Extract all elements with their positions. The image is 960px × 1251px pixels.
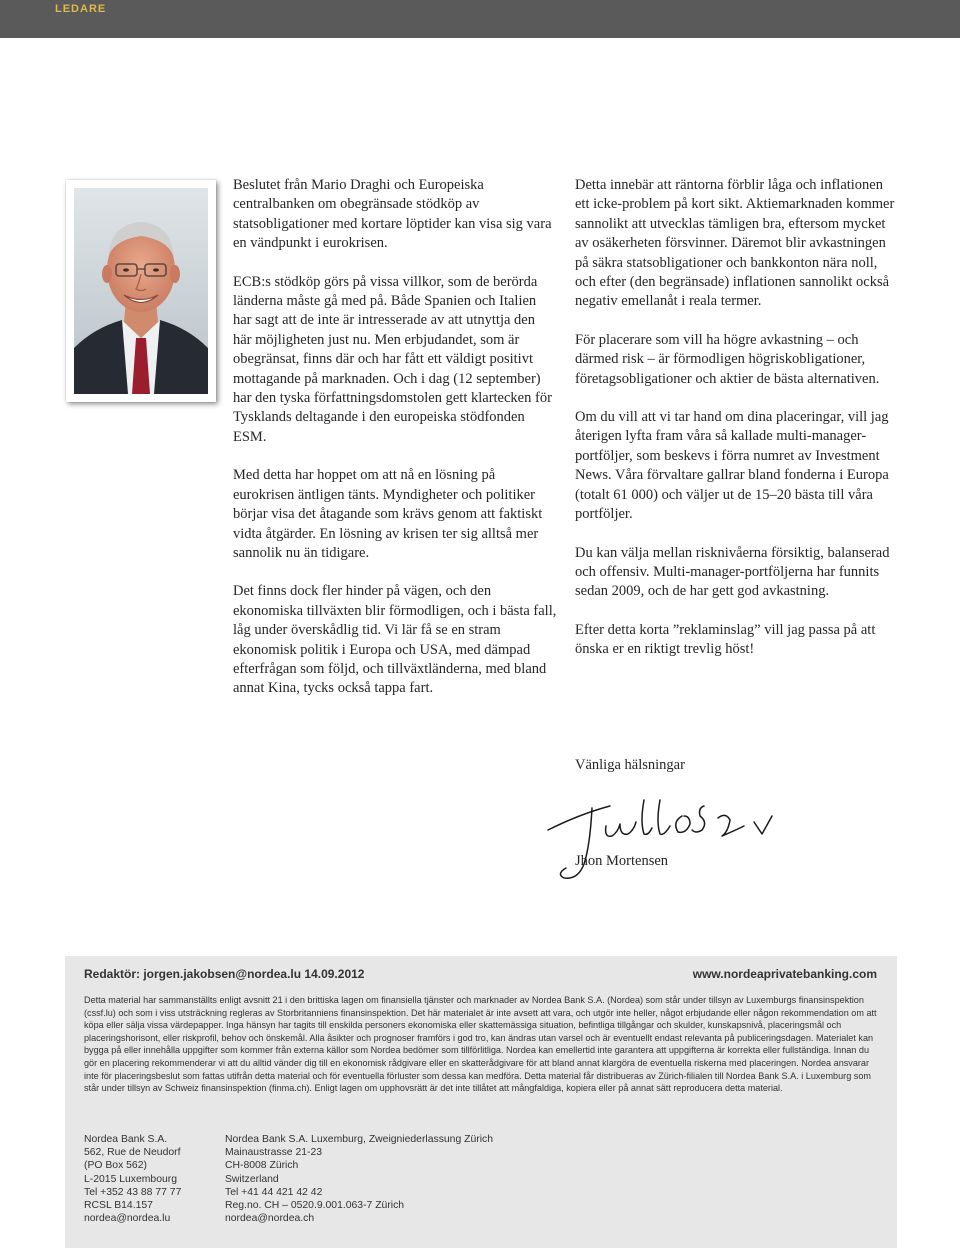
address-line: Nordea Bank S.A. (84, 1134, 168, 1145)
address-line: 562, Rue de Neudorf (84, 1147, 181, 1159)
email-link[interactable]: nordea@nordea.ch (225, 1213, 315, 1225)
article-left-column (233, 176, 557, 718)
closing-greeting: Vänliga hälsningar (575, 757, 685, 773)
address-line: RCSL B14.157 (84, 1200, 153, 1212)
website-link[interactable]: www.nordeaprivatebanking.com (692, 967, 877, 981)
article-paragraph: Du kan välja mellan risknivåerna försiktig, balanserad och offensiv. Multi-manager-portföljerna har funnits sedan 2009, och de har gett god avkastning. (575, 544, 890, 600)
address-line: Nordea Bank S.A. Luxemburg, Zweigniederlassung Zürich (225, 1134, 493, 1145)
address-line: Switzerland (225, 1173, 279, 1185)
address-luxembourg (84, 1133, 181, 1225)
article-paragraph: Beslutet från Mario Draghi och Europeiska centralbanken om obegränsade stödköp av statsobligationer med kortare löptider kan visa sig vara en vändpunkt i eurokrisen. (233, 177, 552, 252)
article-right-column (575, 176, 900, 679)
article-paragraph: Det finns dock fler hinder på vägen, och den ekonomiska tillväxten blir förmodligen, och i bästa fall, låg under överskådlig tid. Vi lär få se en stram ekonomisk politik i Europa och USA, med dämpad efterfrågan som följd, och tillväxtländerna, med bland annat Kina, tycks också tappa fart. (233, 583, 557, 697)
article-paragraph: Detta innebär att räntorna förblir låga och inflationen ett icke-problem på kort sikt. Aktiemarknaden kommer sannolikt att utvecklas tämligen bra, eftersom mycket av osäkerheten försvinner. Däremot blir avkastningen på säkra statsobligationer och bankkonton nära noll, och efter (den begränsade) inflationen sannolikt också negativ emellanåt i reala termer. (575, 177, 895, 310)
address-line: CH-8008 Zürich (225, 1160, 299, 1172)
address-line: Tel +352 43 88 77 77 (84, 1186, 182, 1198)
address-line: Reg.no. CH – 0520.9.001.063-7 Zürich (225, 1200, 405, 1212)
address-line: L-2015 Luxembourg (84, 1173, 178, 1185)
handwritten-signature-icon (540, 786, 800, 886)
article-paragraph: Om du vill att vi tar hand om dina placeringar, vill jag återigen lyfta fram våra så kallade multi-manager-portföljer, som beskevs i förra numret av Investment News. Våra förvaltare gallrar bland fonderna i Europa (totalt 61 000) och väljer ut de 15–20 bästa till våra portföljer. (575, 409, 889, 523)
author-portrait (66, 180, 216, 402)
address-line: Tel +41 44 421 42 42 (225, 1186, 323, 1198)
article-paragraph: ECB:s stödköp görs på vissa villkor, som de berörda länderna måste gå med på. Både Spanien och Italien har sagt att de inte är intresserade av att utnyttja den här möjligheten just nu. Men erbjudandet, som är obegränsat, finns där och har fått ett väldigt positivt mottagande på marknaden. Och i dag (12 september) har den tyska författningsdomstolen gett klartecken för Tysklands deltagande i den europeiska stödfonden ESM. (233, 273, 552, 445)
address-line: (PO Box 562) (84, 1160, 147, 1172)
footer-box (65, 956, 897, 1248)
article-paragraph: Med detta har hoppet om att nå en lösning på eurokrisen äntligen tänts. Myndigheter och politiker börjar visa det åtagande som krävs genom att faktiskt vidta åtgärder. En lösning av krisen ter sig alltså mer sannolik nu än tidigare. (233, 467, 543, 561)
editor-line: Redaktör: jorgen.jakobsen@nordea.lu 14.09.2012 (84, 967, 365, 981)
signer-name: Jhon Mortensen (575, 853, 669, 869)
top-bar (0, 0, 960, 38)
section-label: LEDARE (55, 3, 107, 15)
address-line: Mainaustrasse 21-23 (225, 1147, 323, 1159)
person-portrait-icon (74, 188, 208, 394)
address-zurich (225, 1133, 493, 1225)
article-paragraph: Efter detta korta ”reklaminslag” vill jag passa på att önska er en riktigt trevlig höst! (575, 621, 876, 658)
email-link[interactable]: nordea@nordea.lu (84, 1213, 171, 1225)
legal-disclaimer: Detta material har sammanställts enligt avsnitt 21 i den brittiska lagen om finansiella tjänster och marknader av Nordea Bank S.A. (Nordea) som står under tillsyn av Luxemburgs finansinspektion (cssf.lu) och som i viss utsträckning regleras av Storbritanniens finansinspektion. Det här materialet är inte avsett att vara, och utgör inte heller, något erbjudande eller någon rekommendation om att köpa eller sälja vissa värdepapper. Inga hänsyn har tagits till enskilda personers ekonomiska eller skattemässiga situation, befintliga tillgångar och skulder, kunskapsnivå, placeringsmål och placeringshorisont, eller riskprofil, behov och önskemål. Alla åsikter och prognoser framförs i god tro, kan ändras utan varsel och är eventuellt endast relevanta på publiceringsdagen. Materialet kan bygga på eller innehålla uppgifter som kommer från externa källor som Nordea bedömer som tillförlitliga. Nordea kan emellertid inte garantera att uppgifterna är korrekta eller fullständiga. Innan du gör en placering rekommenderar vi att du alltid vänder dig till en ekonomisk rådgivare eller en skatterådgivare för att bland annat klargöra de eventuella riskerna med placeringen. Nordea ansvarar inte för placeringsbeslut som fattas utifrån detta material och för eventuella förluster som dessa kan medföra. Detta material får distribueras av Zürich-filialen till Nordea Bank S.A. i Luxemburg som står under tillsyn av Schweiz finansinspektion (finma.ch). Enligt lagen om upphovsrätt är det inte tillåtet att mångfaldiga, kopiera eller på annat sätt reproducera detta material. (84, 995, 877, 1094)
article-paragraph: För placerare som vill ha högre avkastning – och därmed risk – är förmodligen högriskobligationer, företagsobligationer och aktier de bästa alternativen. (575, 331, 880, 387)
